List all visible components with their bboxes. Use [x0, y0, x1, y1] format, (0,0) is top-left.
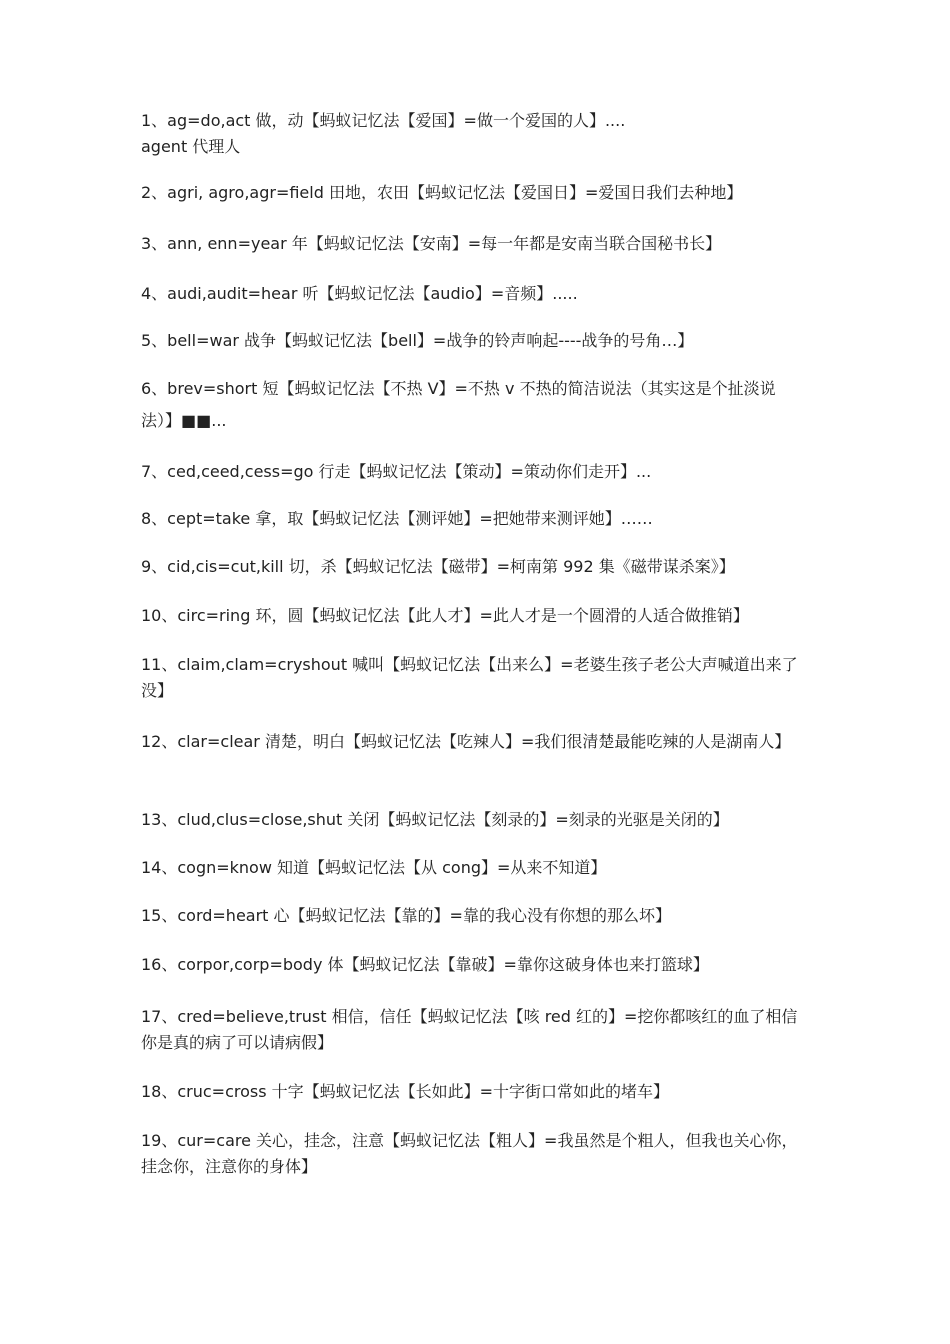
entry-17: 17、cred=believe,trust 相信，信任【蚂蚁记忆法【咳 red 红的】=挖你都咳红的血了相信你是真的病了可以请病假】 — [141, 1007, 798, 1052]
entry-5: 5、bell=war 战争【蚂蚁记忆法【bell】=战争的铃声响起----战争的号角…】 — [141, 331, 694, 350]
entry-2: 2、agri, agro,agr=field 田地，农田【蚂蚁记忆法【爱国日】=爱国日我们去种地】 — [141, 183, 743, 202]
entry-12: 12、clar=clear 清楚，明白【蚂蚁记忆法【吃辣人】=我们很清楚最能吃辣的人是湖南人】 — [141, 732, 791, 751]
entry-10: 10、circ=ring 环，圆【蚂蚁记忆法【此人才】=此人才是一个圆滑的人适合做推销】 — [141, 606, 749, 625]
entry-9: 9、cid,cis=cut,kill 切，杀【蚂蚁记忆法【磁带】=柯南第 992 集《磁带谋杀案》】 — [141, 557, 735, 576]
entry-18: 18、cruc=cross 十字【蚂蚁记忆法【长如此】=十字街口常如此的堵车】 — [141, 1082, 670, 1101]
entry-6: 6、brev=short 短【蚂蚁记忆法【不热 V】=不热 v 不热的简洁说法（其实这是个扯淡说法）】■■... — [141, 379, 776, 430]
entry-14: 14、cogn=know 知道【蚂蚁记忆法【从 cong】=从来不知道】 — [141, 858, 607, 877]
entry-11: 11、claim,clam=cryshout 喊叫【蚂蚁记忆法【出来么】=老婆生孩子老公大声喊道出来了没】 — [141, 655, 798, 700]
entry-16: 16、corpor,corp=body 体【蚂蚁记忆法【靠破】=靠你这破身体也来打篮球】 — [141, 955, 709, 974]
entry-8: 8、cept=take 拿，取【蚂蚁记忆法【测评她】=把她带来测评她】…… — [141, 509, 653, 528]
entry-15: 15、cord=heart 心【蚂蚁记忆法【靠的】=靠的我心没有你想的那么坏】 — [141, 906, 671, 925]
entry-7: 7、ced,ceed,cess=go 行走【蚂蚁记忆法【策动】=策动你们走开】... — [141, 462, 652, 481]
entry-13: 13、clud,clus=close,shut 关闭【蚂蚁记忆法【刻录的】=刻录的光驱是关闭的】 — [141, 810, 729, 829]
entry-4: 4、audi,audit=hear 听【蚂蚁记忆法【audio】=音频】..... — [141, 284, 578, 303]
entry-1: 1、ag=do,act 做，动【蚂蚁记忆法【爱国】=做一个爱国的人】.... agent 代理人 — [141, 111, 626, 156]
entry-19: 19、cur=care 关心，挂念，注意【蚂蚁记忆法【粗人】=我虽然是个粗人，但我也关心你，挂念你，注意你的身体】 — [141, 1131, 798, 1176]
entry-3: 3、ann, enn=year 年【蚂蚁记忆法【安南】=每一年都是安南当联合国秘书长】 — [141, 234, 722, 253]
